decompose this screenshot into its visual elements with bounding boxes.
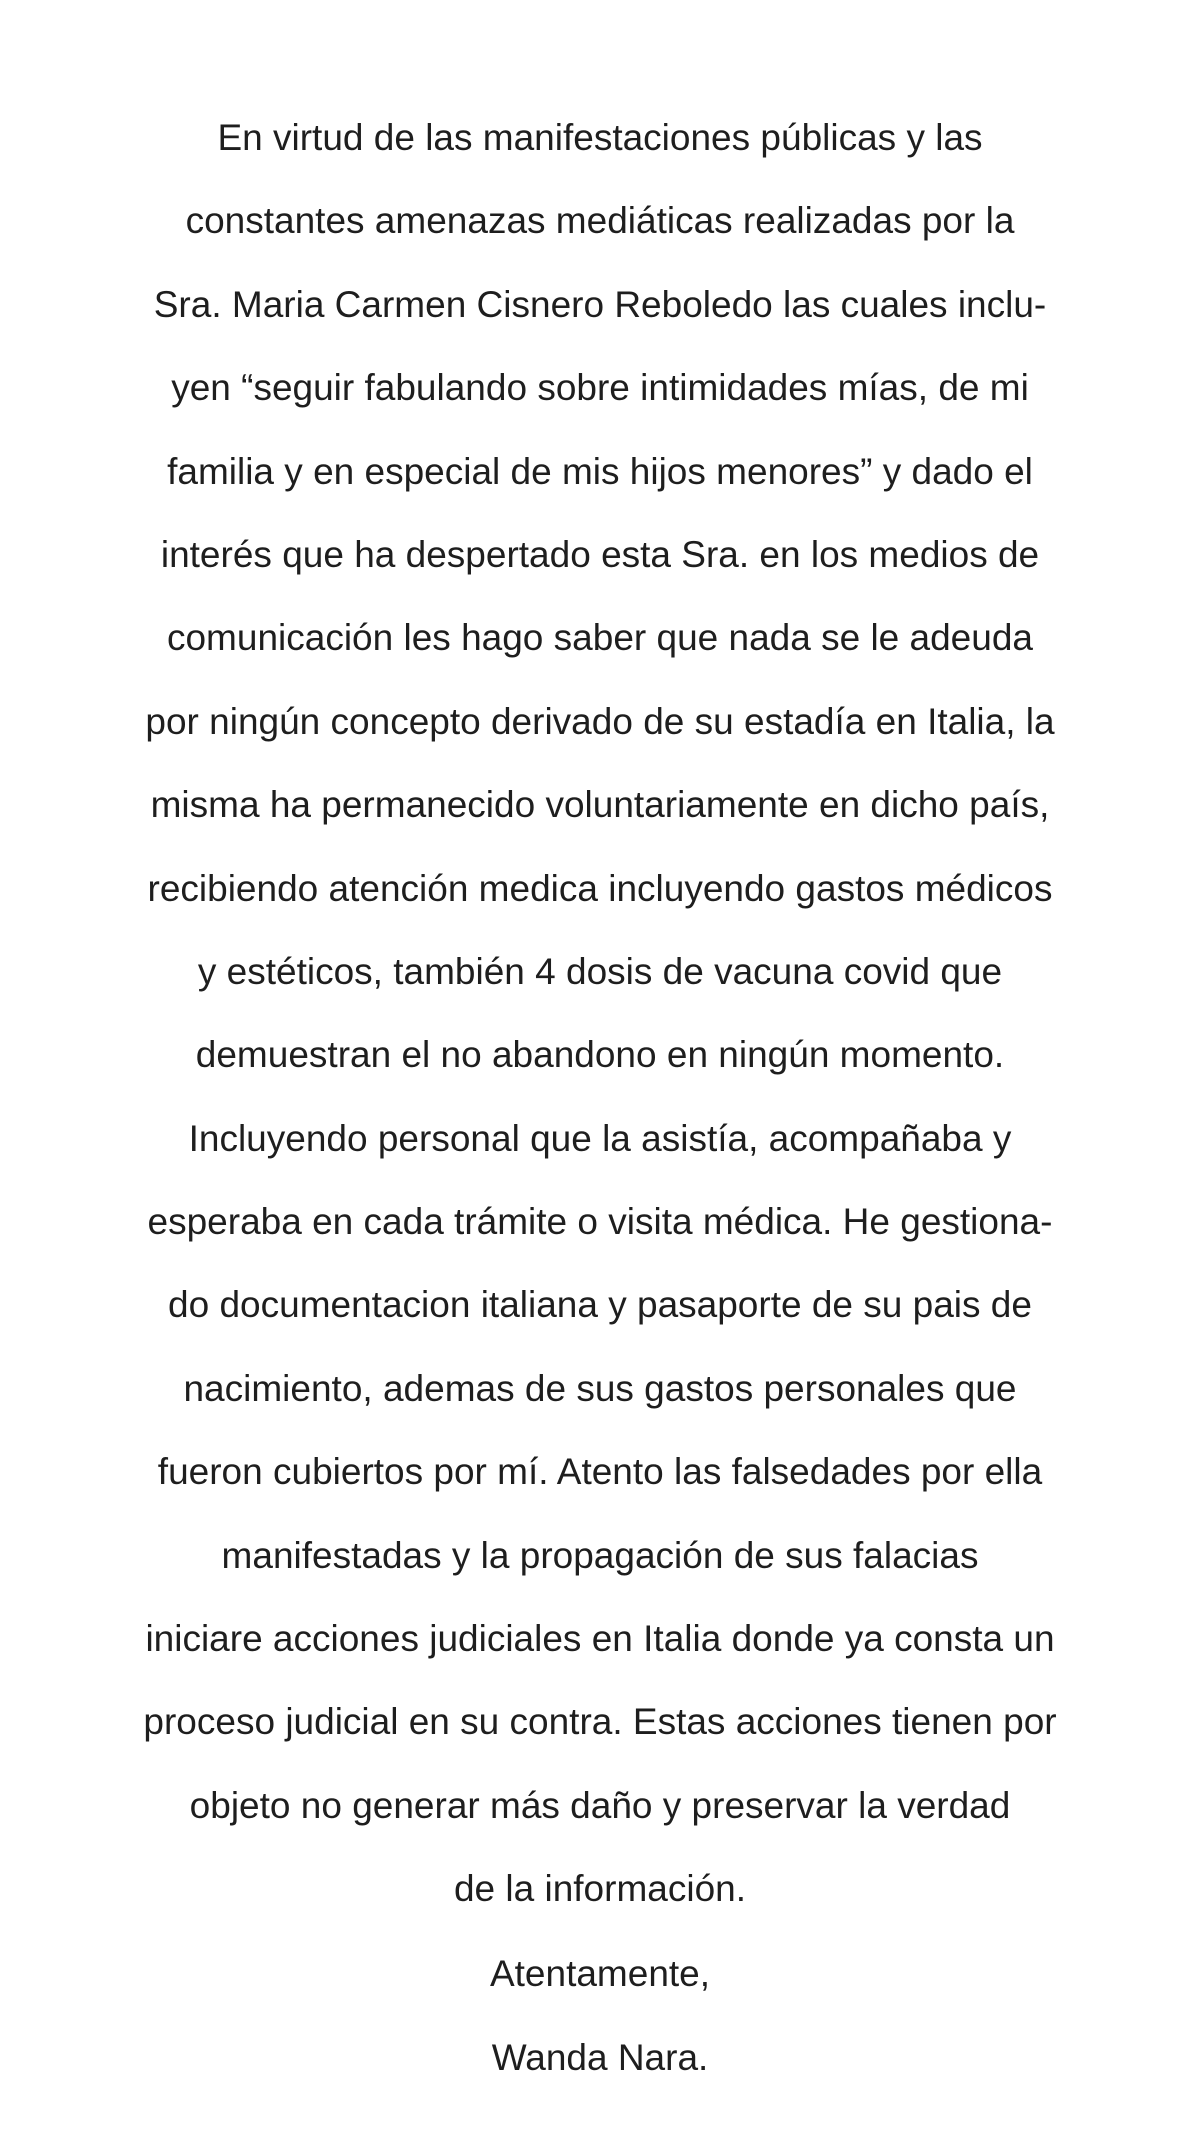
statement-line-14: esperaba en cada trámite o visita médica. He gestiona- xyxy=(147,1201,1053,1243)
statement-line-6: interés que ha despertado esta Sra. en los medios de xyxy=(160,533,1040,575)
statement-line-12: demuestran el no abandono en ningún momento. xyxy=(195,1034,1005,1076)
statement-body xyxy=(0,119,1200,1954)
statement-line-4: yen “seguir fabulando sobre intimidades mías, de mi xyxy=(171,367,1029,409)
statement-line-5: familia y en especial de mis hijos menores” y dado el xyxy=(167,450,1033,492)
statement-line-20: proceso judicial en su contra. Estas acciones tienen por xyxy=(143,1701,1057,1743)
signature: Wanda Nara. xyxy=(491,2037,709,2078)
statement-line-10: recibiendo atención medica incluyendo gastos médicos xyxy=(147,867,1053,909)
statement-line-19: iniciare acciones judiciales en Italia donde ya consta un xyxy=(145,1618,1055,1660)
statement-line-16: nacimiento, ademas de sus gastos personales que xyxy=(183,1367,1017,1409)
statement-line-18: manifestadas y la propagación de sus falacias xyxy=(221,1534,979,1576)
statement-line-17: fueron cubiertos por mí. Atento las falsedades por ella xyxy=(157,1451,1043,1493)
statement-line-1: En virtud de las manifestaciones públicas y las xyxy=(217,117,983,158)
statement-line-22: de la información. xyxy=(453,1868,747,1910)
salutation: Atentamente, xyxy=(489,1953,711,1994)
statement-line-7: comunicación les hago saber que nada se le adeuda xyxy=(166,617,1033,659)
statement-line-11: y estéticos, también 4 dosis de vacuna covid que xyxy=(197,950,1003,992)
statement-line-15: do documentacion italiana y pasaporte de su pais de xyxy=(168,1284,1032,1326)
statement-line-3: Sra. Maria Carmen Cisnero Reboledo las cuales inclu- xyxy=(153,283,1047,325)
statement-line-9: misma ha permanecido voluntariamente en dicho país, xyxy=(150,784,1050,826)
statement-line-13: Incluyendo personal que la asistía, acompañaba y xyxy=(188,1117,1012,1159)
statement-line-8: por ningún concepto derivado de su estadía en Italia, la xyxy=(145,700,1055,742)
statement-line-21: objeto no generar más daño y preservar la verdad xyxy=(189,1784,1011,1826)
statement-line-2: constantes amenazas mediáticas realizadas por la xyxy=(185,200,1015,242)
